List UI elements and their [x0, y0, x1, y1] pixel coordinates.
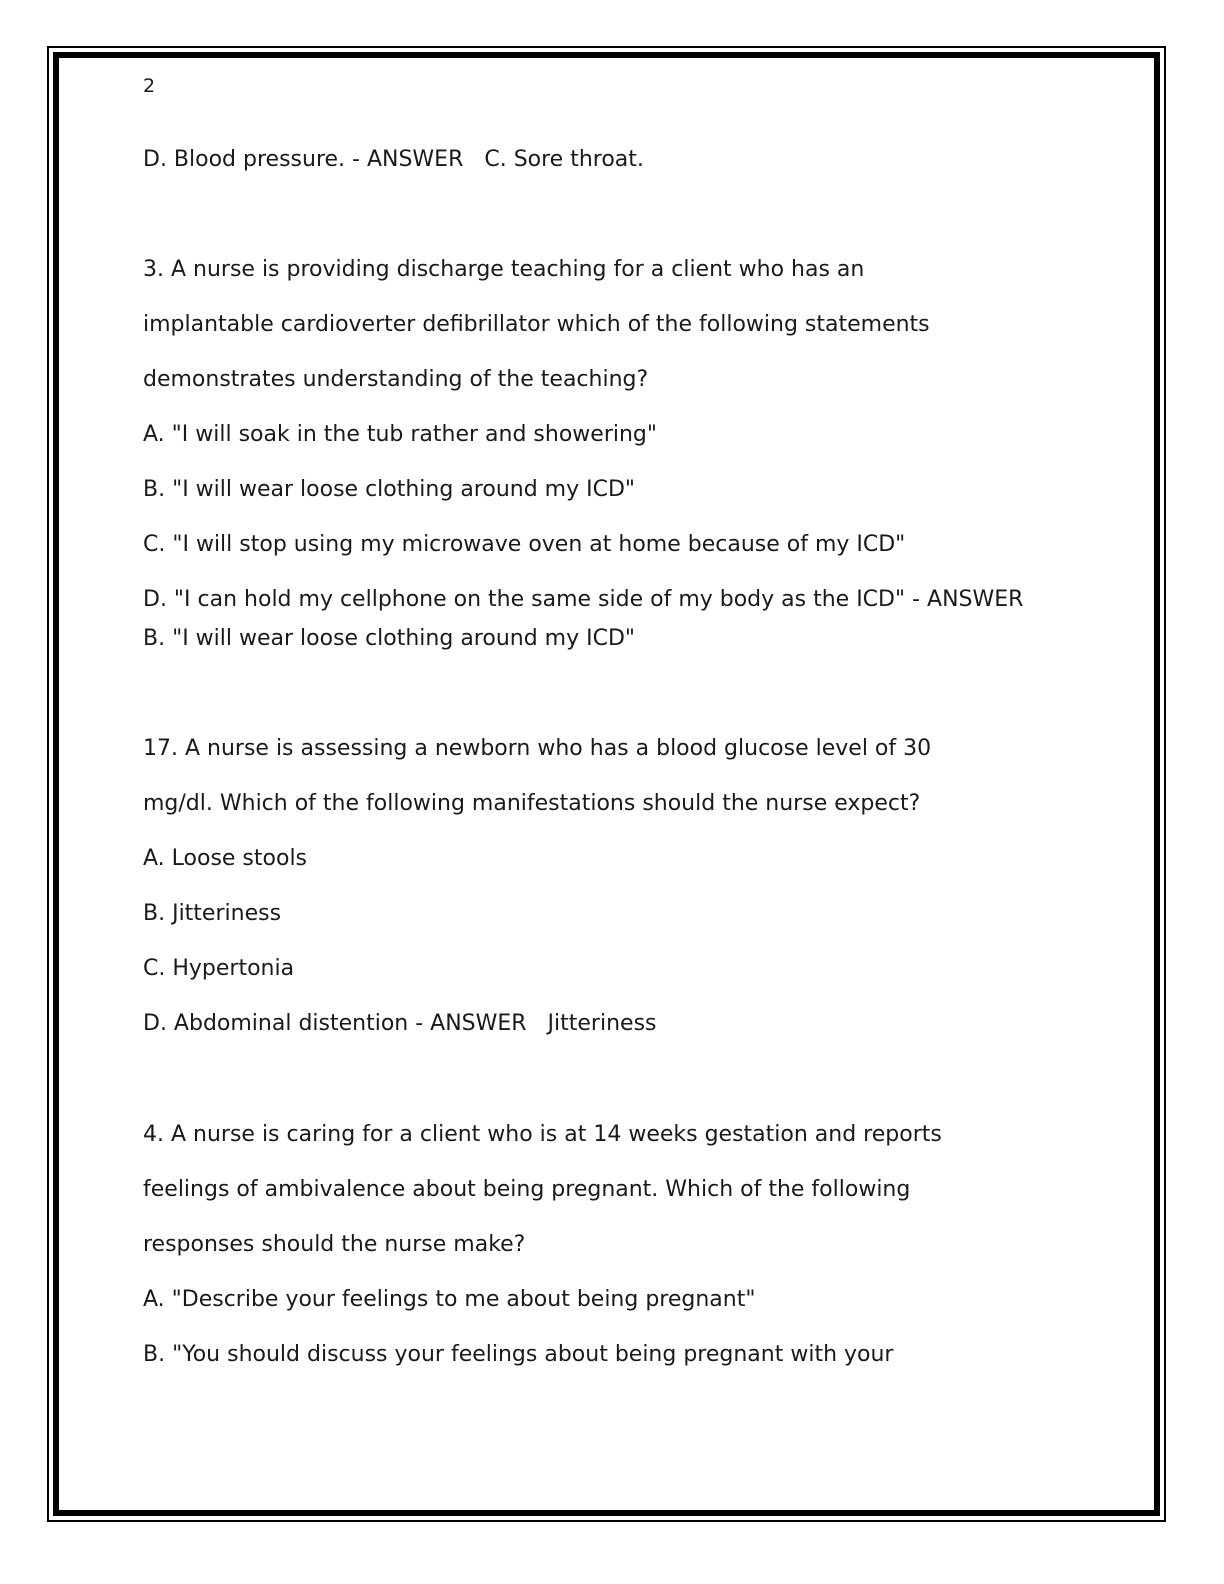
question-3-option-b: B. "I will wear loose clothing around my ICD": [143, 477, 636, 502]
answer-line-q2: D. Blood pressure. - ANSWER C. Sore throat.: [143, 147, 644, 172]
question-3-option-a: A. "I will soak in the tub rather and showering": [143, 422, 658, 447]
question-17-option-c: C. Hypertonia: [143, 956, 295, 981]
question-4-option-b: B. "You should discuss your feelings about being pregnant with your: [143, 1342, 894, 1367]
question-17-option-b: B. Jitteriness: [143, 901, 282, 926]
question-3-option-c: C. "I will stop using my microwave oven at home because of my ICD": [143, 532, 906, 557]
question-3-line-1: 3. A nurse is providing discharge teaching for a client who has an: [143, 257, 865, 282]
question-4-option-a: A. "Describe your feelings to me about being pregnant": [143, 1287, 756, 1312]
question-4-line-1: 4. A nurse is caring for a client who is at 14 weeks gestation and reports: [143, 1122, 942, 1147]
question-4-line-3: responses should the nurse make?: [143, 1232, 526, 1257]
question-4-line-2: feelings of ambivalence about being pregnant. Which of the following: [143, 1177, 911, 1202]
question-3-answer: B. "I will wear loose clothing around my ICD": [143, 626, 636, 651]
question-17-option-a: A. Loose stools: [143, 846, 308, 871]
page-number: 2: [143, 75, 156, 97]
question-3-line-2: implantable cardioverter defibrillator which of the following statements: [143, 312, 930, 337]
question-17-option-d-answer: D. Abdominal distention - ANSWER Jitteriness: [143, 1011, 657, 1036]
question-3-option-d: D. "I can hold my cellphone on the same side of my body as the ICD" - ANSWER: [143, 587, 1024, 612]
question-17-line-1: 17. A nurse is assessing a newborn who has a blood glucose level of 30: [143, 736, 932, 761]
question-17-line-2: mg/dl. Which of the following manifestations should the nurse expect?: [143, 791, 921, 816]
question-3-line-3: demonstrates understanding of the teaching?: [143, 367, 649, 392]
